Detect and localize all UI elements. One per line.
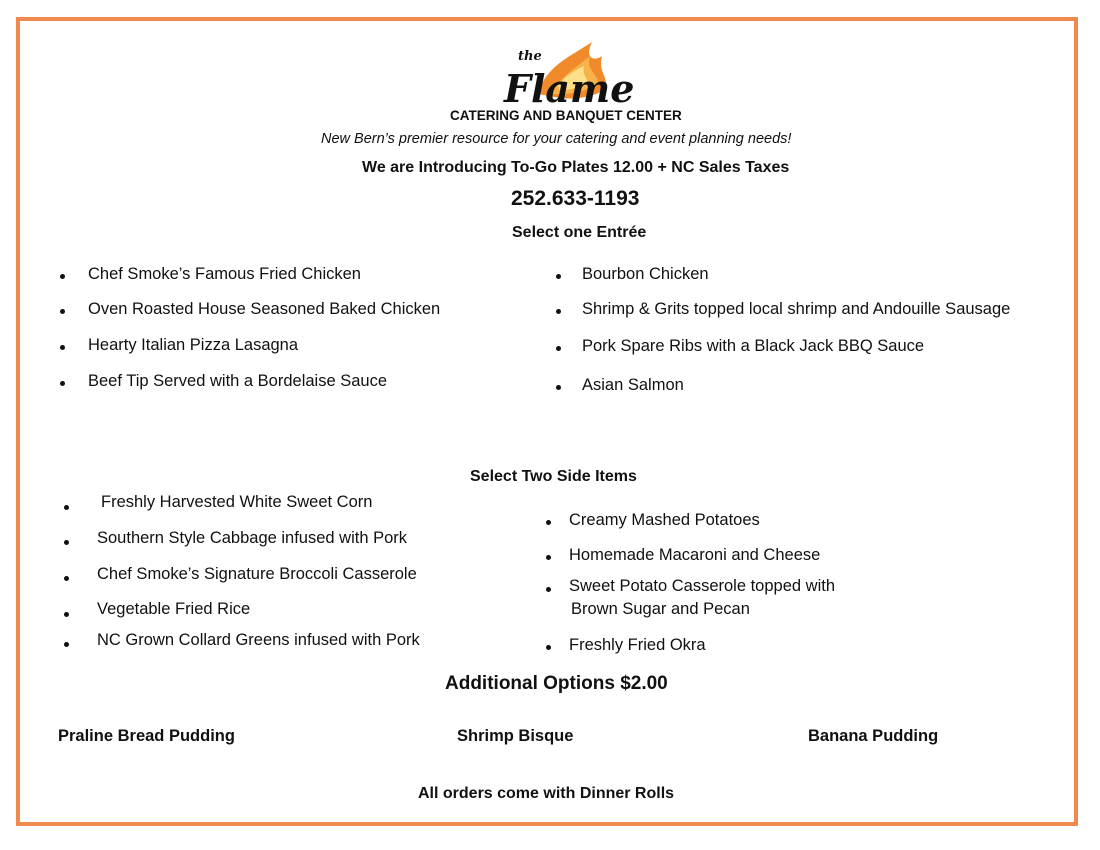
flame-logo-graphic	[498, 36, 635, 114]
entree-item: Pork Spare Ribs with a Black Jack BBQ Sauce	[582, 337, 925, 355]
bullet-icon	[64, 612, 69, 617]
bullet-icon	[64, 576, 69, 581]
bullet-icon	[556, 309, 561, 314]
side-item: Chef Smoke’s Signature Broccoli Casserole	[97, 565, 417, 583]
side-item: Freshly Harvested White Sweet Corn	[101, 493, 373, 511]
bullet-icon	[556, 385, 561, 390]
bullet-icon	[556, 346, 561, 351]
entree-item: Asian Salmon	[582, 376, 684, 394]
footer-note: All orders come with Dinner Rolls	[418, 785, 675, 802]
side-item: Vegetable Fried Rice	[97, 600, 251, 618]
additional-option: Banana Pudding	[808, 727, 939, 745]
bullet-icon	[64, 505, 69, 510]
side-item: Sweet Potato Casserole topped with	[569, 577, 835, 595]
side-item: Freshly Fried Okra	[569, 636, 706, 654]
additional-options-heading: Additional Options $2.00	[445, 673, 668, 694]
side-item-continuation: Brown Sugar and Pecan	[571, 600, 750, 618]
side-item: Homemade Macaroni and Cheese	[569, 546, 821, 564]
additional-option: Shrimp Bisque	[457, 727, 574, 745]
bullet-icon	[556, 274, 561, 279]
entree-item: Beef Tip Served with a Bordelaise Sauce	[88, 372, 388, 390]
company-name: CATERING AND BANQUET CENTER	[450, 108, 682, 123]
phone-number[interactable]: 252.633-1193	[511, 187, 640, 210]
bullet-icon	[60, 309, 65, 314]
additional-option: Praline Bread Pudding	[58, 727, 235, 745]
side-item: Southern Style Cabbage infused with Pork	[97, 529, 408, 547]
svg-text:Flame: Flame	[504, 66, 635, 111]
bullet-icon	[60, 381, 65, 386]
bullet-icon	[546, 555, 551, 560]
bullet-icon	[64, 642, 69, 647]
entree-item: Hearty Italian Pizza Lasagna	[88, 336, 299, 354]
bullet-icon	[546, 520, 551, 525]
flame-logo	[498, 36, 635, 114]
entree-item: Chef Smoke’s Famous Fried Chicken	[88, 265, 361, 283]
entree-item: Oven Roasted House Seasoned Baked Chicken	[88, 300, 441, 318]
bullet-icon	[546, 645, 551, 650]
side-item: Creamy Mashed Potatoes	[569, 511, 760, 529]
svg-text:the: the	[518, 49, 542, 64]
bullet-icon	[64, 540, 69, 545]
tagline: New Bern’s premier resource for your catering and event planning needs!	[321, 131, 792, 147]
entree-heading: Select one Entrée	[512, 224, 647, 241]
side-item: NC Grown Collard Greens infused with Pork	[97, 631, 420, 649]
bullet-icon	[60, 274, 65, 279]
bullet-icon	[60, 345, 65, 350]
bullet-icon	[546, 587, 551, 592]
entree-item: Bourbon Chicken	[582, 265, 709, 283]
entree-item: Shrimp & Grits topped local shrimp and Andouille Sausage	[582, 300, 1011, 318]
sides-heading: Select Two Side Items	[470, 468, 637, 485]
to-go-plates-intro: We are Introducing To-Go Plates 12.00 + NC Sales Taxes	[362, 159, 790, 176]
